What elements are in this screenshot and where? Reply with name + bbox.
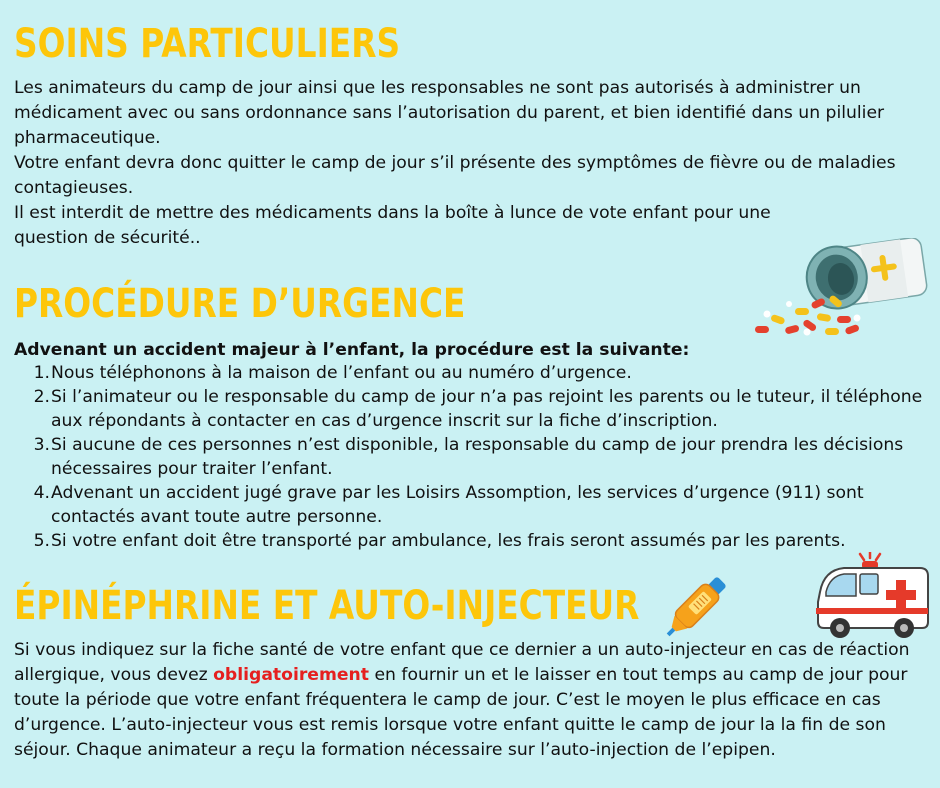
list-item: 2. Si l’animateur ou le responsable du camp de jour n’a pas rejoint les parents ou le tuteur, il téléphone aux répondants à contacter en cas d’urgence inscrit sur la fiche d’inscription. <box>33 387 923 431</box>
procedure-steps <box>14 361 924 553</box>
list-item: 5. Si votre enfant doit être transporté par ambulance, les frais seront assumés par les parents. <box>33 531 846 551</box>
emphasis-obligatoirement: obligatoirement <box>213 665 369 685</box>
ambulance-icon <box>812 552 932 642</box>
pill-bottle-icon <box>745 238 935 338</box>
section-soins-body <box>14 76 928 251</box>
epinephrine-body <box>14 638 932 763</box>
title-epinephrine: ÉPINÉPHRINE ET AUTO-INJECTEUR <box>14 583 640 629</box>
procedure-lead: Advenant un accident majeur à l’enfant, la procédure est la suivante: <box>14 340 690 360</box>
auto-injector-icon <box>655 568 735 648</box>
soins-paragraph-3: Il est interdit de mettre des médicaments dans la boîte à lunce de vote enfant pour une question de sécurité.. <box>14 203 771 248</box>
list-item: 3. Si aucune de ces personnes n’est disponible, la responsable du camp de jour prendra les décisions nécessaires pour traiter l’enfant. <box>33 435 904 479</box>
soins-paragraph-2: Votre enfant devra donc quitter le camp de jour s’il présente des symptômes de fièvre ou de maladies contagieuses. <box>14 153 896 198</box>
epinephrine-text-before: Si vous indiquez sur la fiche santé de votre enfant que ce dernier a un auto-injecteur en cas de réaction allergique, vous devez <box>14 640 910 685</box>
epinephrine-text-after: en fournir un et le laisser en tout temps au camp de jour pour toute la période que votre enfant fréquentera le camp de jour. C’est le moyen le plus efficace en cas d’urgence. L’auto-injecteur vous est remis lorsque votre enfant quitte le camp de jour la la fin de son séjour. Chaque animateur a reçu la formation nécessaire sur l’auto-injection de l’epipen. <box>14 665 908 760</box>
list-item: 1. Nous téléphonons à la maison de l’enfant ou au numéro d’urgence. <box>33 363 632 383</box>
title-procedure-urgence: PROCÉDURE D’URGENCE <box>14 281 466 327</box>
list-item: 4. Advenant un accident jugé grave par les Loisirs Assomption, les services d’urgence (911) sont contactés avant toute autre personne. <box>33 483 864 527</box>
soins-paragraph-1: Les animateurs du camp de jour ainsi que les responsables ne sont pas autorisés à administrer un médicament avec ou sans ordonnance sans l’autorisation du parent, et bien identifié dans un pilulier pharmaceutique. <box>14 78 885 148</box>
title-soins-particuliers: SOINS PARTICULIERS <box>14 21 401 67</box>
